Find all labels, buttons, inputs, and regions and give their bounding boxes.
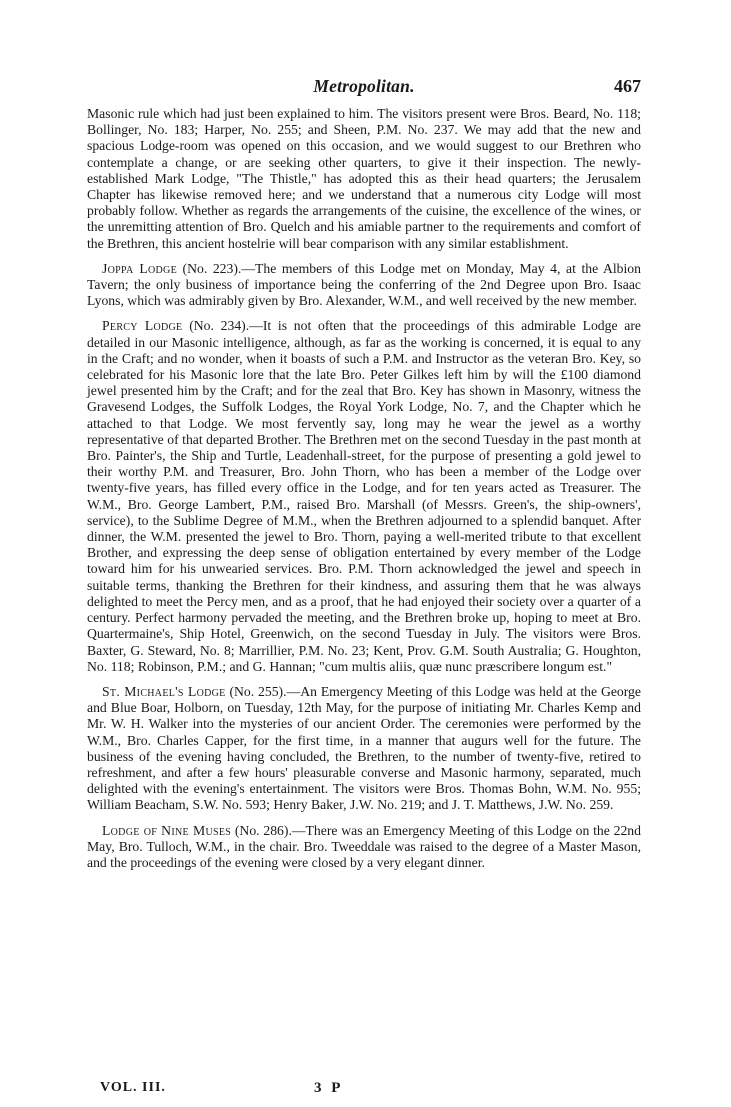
lodge-name: Joppa Lodge	[102, 260, 177, 276]
paragraph-text: (No. 223).—The members of this Lodge met on Monday, May 4, at the Albion Tavern; the only business of importance being the conferring of the 2nd Degree upon Bro. Isaac Lyons, which was admirably given by Bro. Alexander, W.M., and well received by the new member.	[87, 260, 641, 309]
volume-label: VOL. III.	[100, 1080, 166, 1095]
page-footer	[100, 1080, 641, 1100]
paragraph-lodge-of-nine-muses	[87, 823, 641, 872]
running-title: Metropolitan.	[313, 76, 415, 96]
paragraph-text: (No. 255).—An Emergency Meeting of this Lodge was held at the George and Blue Boar, Holborn, on Tuesday, 12th May, for the purpose of initiating Mr. Charles Kemp and Mr. W. H. Walker into the mysteries of our ancient Order. The ceremonies were performed by the W.M., Bro. Charles Capper, for the first time, in a manner that augurs well for the future. The business of the evening having concluded, the Brethren, to the number of twenty-five, retired to refreshment, and after a few hours' pleasurable converse and Masonic harmony, separated, much delighted with the evening's entertainment. The visitors were Bros. Thomas Bohn, W.M. No. 955; William Beacham, S.W. No. 593; Henry Baker, J.W. No. 219; and J. T. Matthews, J.W. No. 259.	[87, 683, 641, 813]
paragraph-st-michaels-lodge	[87, 684, 641, 814]
lodge-name: Lodge of Nine Muses	[102, 822, 232, 838]
lodge-name: St. Michael's Lodge	[102, 683, 226, 699]
paragraph-joppa-lodge	[87, 261, 641, 310]
paragraph-text: (No. 234).—It is not often that the proceedings of this admirable Lodge are detailed in our Masonic intelligence, although, as far as the working is concerned, it is equal to any in the Craft; and no wonder, when it boasts of such a P.M. and Instructor as the veteran Bro. Key, so celebrated for his Masonic lore that the late Bro. Peter Gilkes left him by will the £100 diamond jewel presented him by the Craft; and for the zeal that Bro. Key has shown in Masonry, witness the Gravesend Lodges, the Suffolk Lodges, the Royal York Lodge, No. 7, and the Chapter which he attached to that Lodge. We most fervently say, long may he wear the jewel as a worthy representative of that departed Brother. The Brethren met on the second Tuesday in the past month at Bro. Painter's, the Ship and Turtle, Leadenhall-street, for the purpose of presenting a gold jewel to their worthy P.M. and Treasurer, Bro. John Thorn, who has been a member of the Lodge over twenty-five years, has filled every office in the Lodge, and for ten years acted as Treasurer. The W.M., Bro. George Lambert, P.M., raised Bro. Marshall (of Messrs. Green's, the ship-owners', service), to the Sublime Degree of M.M., when the Brethren adjourned to a splendid banquet. After dinner, the W.M. presented the jewel to Bro. Thorn, paying a well-merited tribute to that excellent Brother, and expressing the deep sense of obligation entertained by every member of the Lodge toward him for his unwearied services. Bro. P.M. Thorn acknowledged the jewel and speech in suitable terms, thanking the Brethren for their kindness, and assuring them that he was always delighted to meet the Percy men, and as a proof, that he had enjoyed their society over a quarter of a century. Perfect harmony pervaded the meeting, and the Brethren broke up, hoping to meet at Bro. Quartermaine's, Ship Hotel, Greenwich, on the second Tuesday in July. The visitors were Bros. Baxter, G. Steward, No. 8; Marrillier, P.M. No. 23; Kent, Prov. G.M. South Australia; G. Houghton, No. 118; Robinson, P.M.; and G. Hannan; "cum multis aliis, quæ nunc præscribere longum est."	[87, 318, 641, 674]
paragraph-text: (No. 286).—There was an Emergency Meeting of this Lodge on the 22nd May, Bro. Tulloch, W.M., in the chair. Bro. Tweeddale was raised to the degree of a Master Mason, and the proceedings of the evening were closed by a very elegant dinner.	[87, 822, 641, 870]
article-body	[87, 106, 641, 880]
paragraph-percy-lodge	[87, 318, 641, 674]
signature-mark: 3 P	[314, 1080, 344, 1096]
paragraph-text: Masonic rule which had just been explained to him. The visitors present were Bros. Beard, No. 118; Bollinger, No. 183; Harper, No. 255; and Sheen, P.M. No. 237. We may add that the new and spacious Lodge-room was opened on this occasion, and we would suggest to our Brethren who contemplate a change, or are seeking other quarters, to give it their inspection. The newly-established Mark Lodge, "The Thistle," has adopted this as their head quarters; the Jerusalem Chapter has likewise removed here; and we understand that a numerous city Lodge will most probably follow. Whether as regards the arrangements of the cuisine, the excellence of the wines, or the unremitting attention of Bro. Quelch and his amiable partner to the requirements and comfort of the Brethren, this ancient hostelrie will bear comparison with any similar establishment.	[87, 106, 641, 251]
page-number: 467	[614, 76, 641, 96]
running-head	[87, 76, 641, 100]
lodge-name: Percy Lodge	[102, 318, 183, 334]
paragraph-continued	[87, 106, 641, 252]
